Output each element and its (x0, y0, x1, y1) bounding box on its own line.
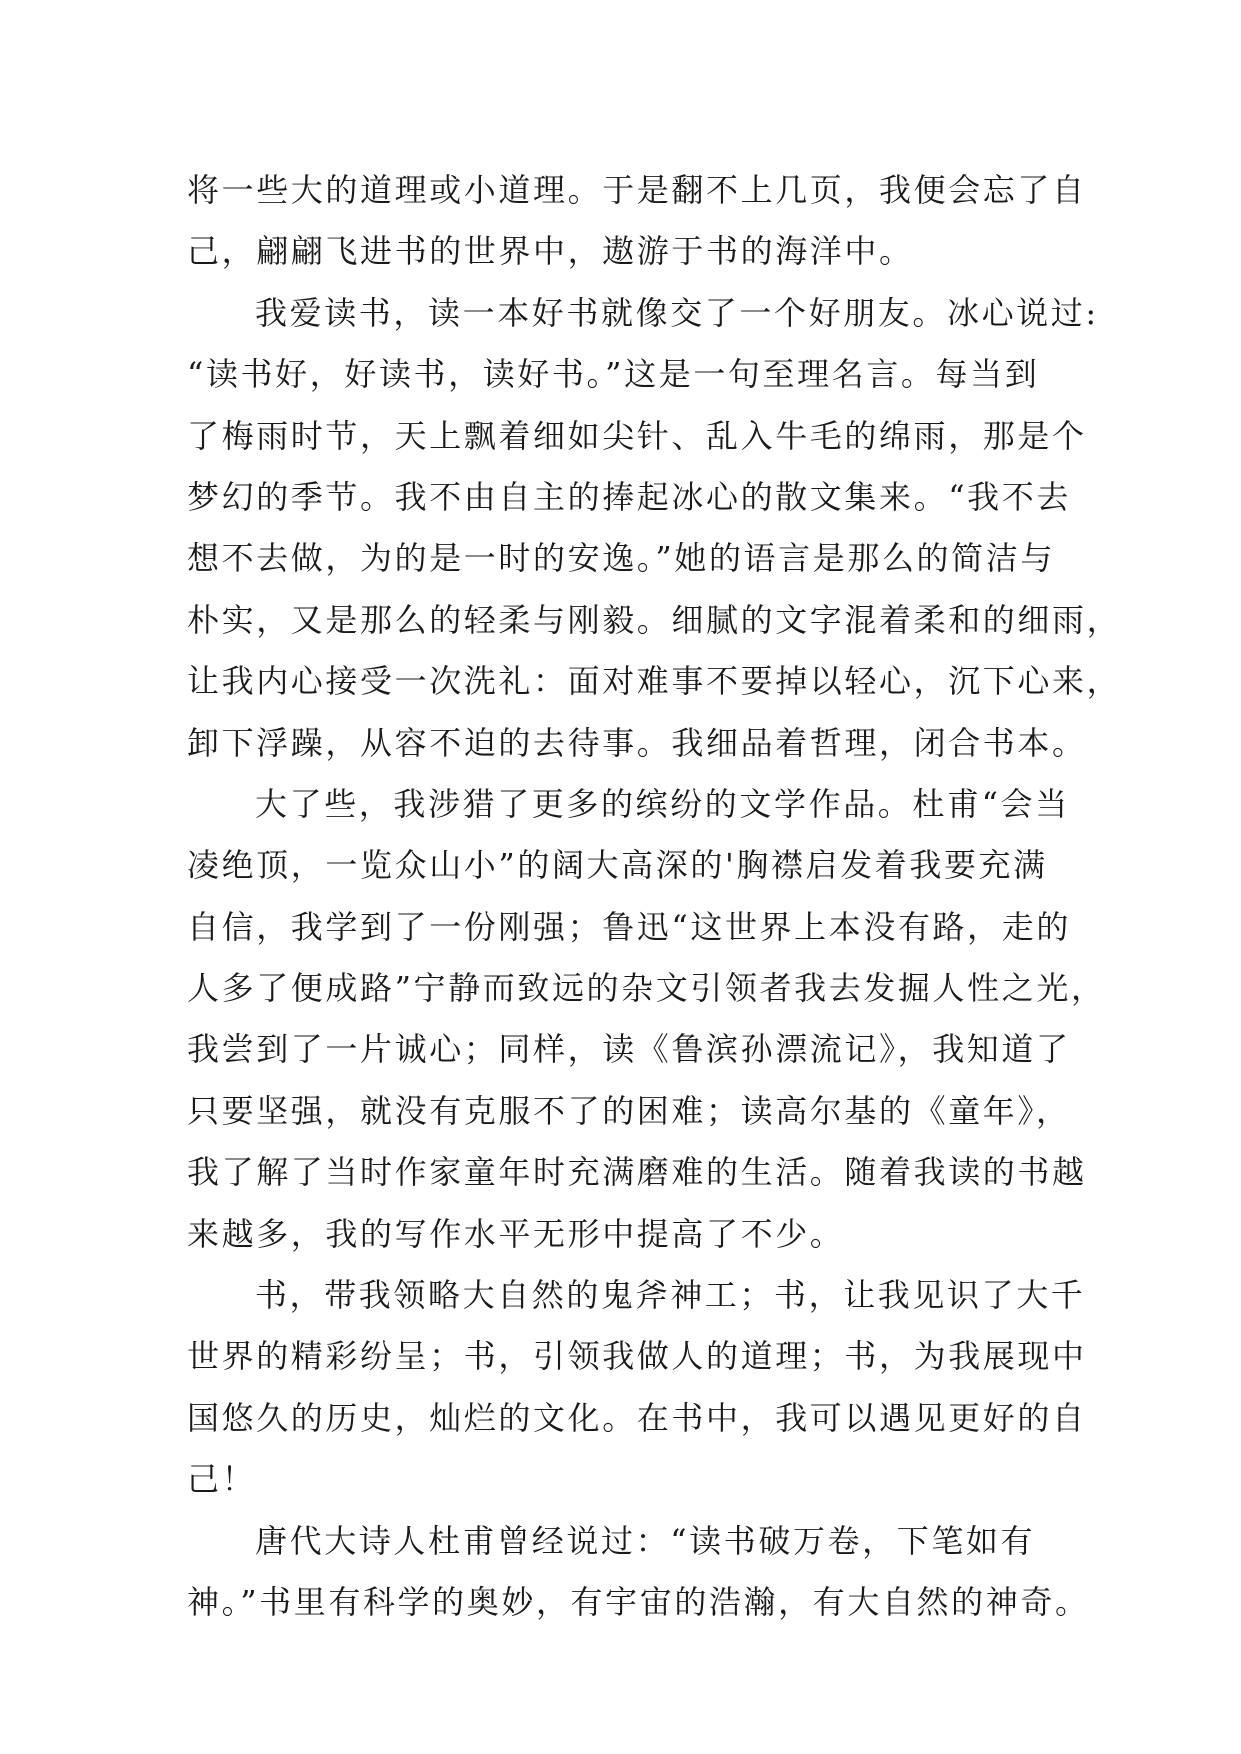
text-line: 来越多，我的写作水平无形中提高了不少。 (187, 1214, 845, 1253)
text-line: 己！ (187, 1460, 257, 1499)
text-line: 人多了便成路”宁静而致远的杂文引领者我去发掘人性之光， (187, 969, 1106, 1008)
text-line: 唐代大诗人杜甫曾经说过：“读书破万卷，下笔如有 (255, 1521, 1036, 1560)
text-line: 梦幻的季节。我不由自主的捧起冰心的散文集来。“我不去 (187, 477, 1071, 516)
paragraph-1 (187, 160, 1087, 283)
paragraph-4 (187, 1265, 1087, 1511)
body-text (187, 160, 1122, 1633)
paragraph-2 (187, 283, 1122, 774)
text-line: 神。”书里有科学的奥妙，有宇宙的浩瀚，有大自然的神奇。 (187, 1582, 1090, 1621)
text-line: 凌绝顶，一览众山小”的阔大高深的'胸襟启发着我要充满 (187, 846, 1048, 885)
text-line: 将一些大的道理或小道理。于是翻不上几页，我便会忘了自 (187, 171, 1087, 209)
text-line: 朴实，又是那么的轻柔与刚毅。细腻的文字混着柔和的细雨， (187, 600, 1122, 639)
paragraph-5 (187, 1511, 1090, 1634)
text-line: 只要坚强，就没有克服不了的困难；读高尔基的《童年》， (187, 1091, 1071, 1130)
text-line: 大了些，我涉猎了更多的缤纷的文学作品。杜甫“会当 (255, 784, 1070, 823)
text-line: 世界的精彩纷呈；书，引领我做人的道理；书，为我展现中 (187, 1337, 1087, 1376)
text-line: 我爱读书，读一本好书就像交了一个好朋友。冰心说过: (255, 293, 1099, 332)
text-line: 国悠久的历史，灿烂的文化。在书中，我可以遇见更好的自 (187, 1398, 1087, 1437)
text-line: 卸下浮躁，从容不迫的去待事。我细品着哲理，闭合书本。 (187, 723, 1087, 762)
text-line: 了梅雨时节，天上飘着细如尖针、乱入牛毛的绵雨，那是个 (187, 416, 1087, 455)
text-line: 己，翩翩飞进书的世界中，遨游于书的海洋中。 (187, 232, 914, 271)
text-line: 书，带我领略大自然的鬼斧神工；书，让我见识了大千 (255, 1276, 1086, 1315)
text-line: 我了解了当时作家童年时充满磨难的生活。随着我读的书越 (187, 1153, 1087, 1192)
text-line: 自信，我学到了一份刚强；鲁迅“这世界上本没有路，走的 (187, 907, 1071, 946)
text-line: 我尝到了一片诚心；同样，读《鲁滨孙漂流记》，我知道了 (187, 1030, 1071, 1069)
text-line: “读书好，好读书，读好书。”这是一句至理名言。每当到 (187, 355, 1040, 394)
paragraph-3 (187, 774, 1106, 1265)
text-line: 想不去做，为的是一时的安逸。”她的语言是那么的简洁与 (187, 539, 1055, 578)
text-line: 让我内心接受一次洗礼：面对难事不要掉以轻心，沉下心来， (187, 662, 1122, 701)
